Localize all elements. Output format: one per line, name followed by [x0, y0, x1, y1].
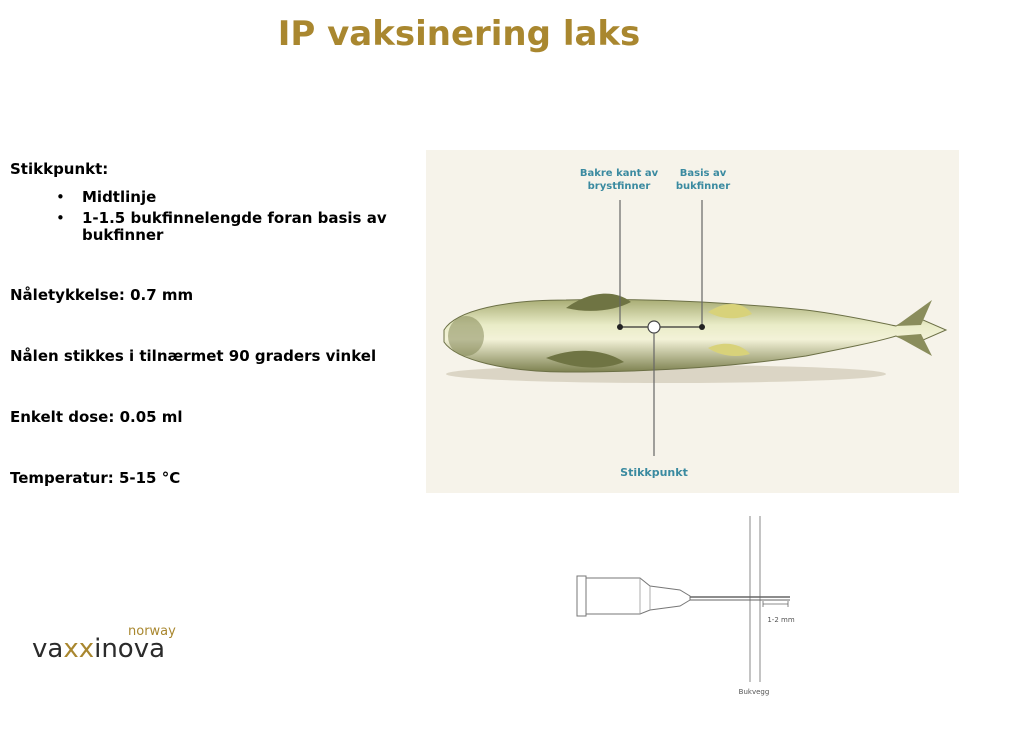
depth-label: 1-2 mm: [767, 616, 795, 624]
temperature: Temperatur: 5-15 °C: [10, 469, 181, 487]
single-dose: Enkelt dose: 0.05 ml: [10, 408, 183, 426]
label-bakre-line1: Bakre kant av: [579, 168, 659, 179]
list-item: [56, 210, 406, 244]
logo-wordmark: [32, 634, 165, 664]
list-item: [56, 189, 406, 206]
logo-part-2: xx: [63, 634, 95, 664]
stikkpunkt-list: [56, 189, 406, 248]
bullet-icon: •: [56, 209, 65, 227]
fish-illustration: [426, 150, 959, 493]
wall-label: Bukvegg: [738, 688, 770, 696]
label-bakre-line2: brystfinner: [587, 181, 651, 192]
bullet-text: 1-1.5 bukfinnelengde foran basis av bukfinner: [82, 209, 387, 244]
needle-angle: Nålen stikkes i tilnærmet 90 graders vinkel: [10, 347, 377, 365]
stikkpunkt-heading: Stikkpunkt:: [10, 160, 109, 178]
label-basis-line2: bukfinner: [675, 181, 731, 192]
logo-part-3: inova: [94, 634, 166, 664]
label-basis-line1: Basis av: [679, 168, 727, 179]
vaxxinova-logo: [32, 614, 202, 674]
page-title: IP vaksinering laks: [277, 14, 641, 54]
bullet-text: Midtlinje: [82, 188, 157, 206]
needle-diagram: [570, 512, 810, 702]
fish-photo: [426, 150, 959, 493]
logo-part-1: va: [32, 634, 64, 664]
needle-illustration: [570, 512, 810, 702]
bullet-icon: •: [56, 188, 65, 206]
needle-thickness: Nåletykkelse: 0.7 mm: [10, 286, 194, 304]
logo-subtitle: norway: [128, 624, 176, 639]
label-stikkpunkt: Stikkpunkt: [620, 466, 688, 479]
